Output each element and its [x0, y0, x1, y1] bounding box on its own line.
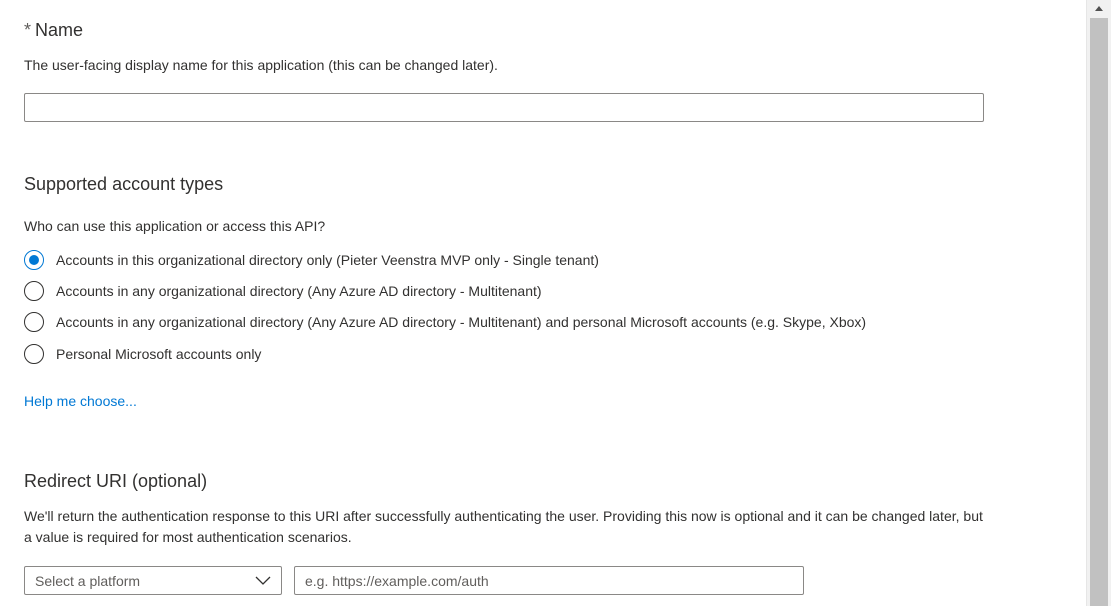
- chevron-down-icon: [255, 573, 271, 589]
- redirect-uri-description: We'll return the authentication response to this URI after successfully authenticating the user. Providing this now is optional and it can be changed later, but a value is required for most authentication scenarios.: [24, 508, 983, 545]
- radio-button[interactable]: [24, 281, 44, 301]
- account-types-title: Supported account types: [24, 174, 224, 194]
- radio-button[interactable]: [24, 312, 44, 332]
- radio-option-multitenant-personal[interactable]: [24, 310, 866, 334]
- radio-label: Accounts in any organizational directory (Any Azure AD directory - Multitenant) and personal Microsoft accounts (e.g. Skype, Xbox): [56, 314, 867, 330]
- radio-option-multitenant[interactable]: [24, 279, 542, 303]
- radio-option-personal-only[interactable]: [24, 342, 261, 366]
- radio-label: Accounts in this organizational directory only (Pieter Veenstra MVP only - Single tenant): [56, 252, 599, 268]
- radio-button-selected[interactable]: [24, 250, 44, 270]
- scrollbar-thumb[interactable]: [1090, 18, 1108, 606]
- name-section-title: [24, 20, 83, 41]
- vertical-scrollbar[interactable]: [1086, 0, 1111, 606]
- name-input[interactable]: [24, 93, 984, 122]
- name-description: The user-facing display name for this application (this can be changed later).: [24, 57, 498, 73]
- platform-dropdown-value: Select a platform: [35, 572, 141, 589]
- radio-button[interactable]: [24, 344, 44, 364]
- help-me-choose-link[interactable]: Help me choose...: [24, 393, 137, 409]
- radio-label: Personal Microsoft accounts only: [56, 346, 262, 362]
- platform-dropdown[interactable]: [24, 566, 282, 595]
- name-title-text: Name: [35, 20, 84, 40]
- redirect-uri-input[interactable]: [294, 566, 804, 595]
- redirect-uri-title: Redirect URI (optional): [24, 471, 208, 491]
- scroll-up-arrow-icon[interactable]: [1087, 0, 1111, 16]
- radio-label: Accounts in any organizational directory (Any Azure AD directory - Multitenant): [56, 283, 542, 299]
- required-marker: *: [24, 20, 32, 40]
- account-types-question: Who can use this application or access this API?: [24, 218, 326, 234]
- radio-option-single-tenant[interactable]: [24, 248, 599, 272]
